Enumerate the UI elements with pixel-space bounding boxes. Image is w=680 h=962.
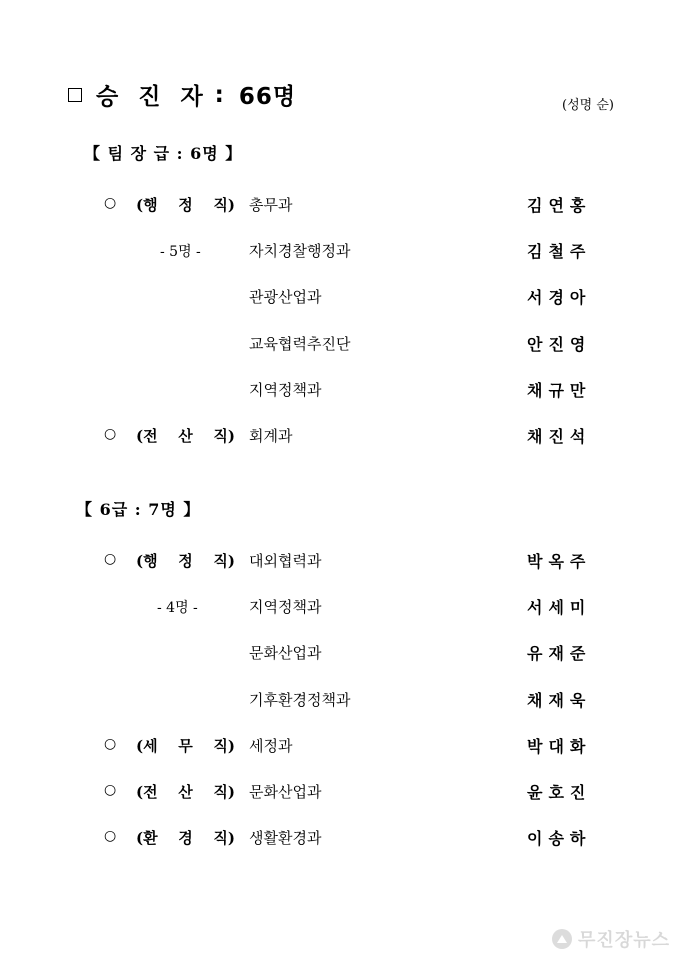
- person-name: 유재준: [527, 644, 592, 663]
- person-name: 서경아: [527, 288, 592, 307]
- job-category-part: 직): [213, 427, 235, 445]
- category-count: - 5명 -: [160, 244, 201, 260]
- person-name: 김연홍: [527, 196, 592, 215]
- watermark-logo: [552, 926, 670, 952]
- job-category: [136, 425, 235, 446]
- department: 자치경찰행정과: [249, 242, 351, 260]
- job-category-part: 정: [178, 552, 193, 570]
- job-category-part: 산: [178, 427, 193, 445]
- department: 문화산업과: [249, 644, 322, 662]
- department: 지역정책과: [249, 598, 322, 616]
- department: 생활환경과: [249, 829, 322, 847]
- person-name: 채진석: [527, 427, 592, 446]
- job-category: [136, 194, 235, 215]
- department: 관광산업과: [249, 288, 322, 306]
- job-category-part: 직): [213, 783, 235, 801]
- job-category: [136, 781, 235, 802]
- circle-bullet-icon: ○: [104, 195, 117, 211]
- watermark-text: 무진장뉴스: [578, 930, 670, 951]
- job-category: [136, 735, 235, 756]
- category-count: - 4명 -: [157, 600, 198, 616]
- person-name: 박대화: [527, 737, 592, 756]
- title-word: 승 진 자: [96, 84, 209, 110]
- department: 교육협력추진단: [249, 335, 351, 353]
- section-heading-grade-6: 【 6급 : 7명 】: [76, 500, 201, 519]
- job-category-part: (전: [136, 783, 158, 801]
- job-category-part: (환: [136, 829, 158, 847]
- department: 지역정책과: [249, 381, 322, 399]
- job-category: [136, 550, 235, 571]
- circle-bullet-icon: ○: [104, 782, 117, 798]
- department: 회계과: [249, 427, 293, 445]
- section-heading-team-leader: 【 팀 장 급 : 6명 】: [84, 144, 243, 163]
- mountain-logo-icon: [552, 929, 572, 949]
- department: 기후환경정책과: [249, 691, 351, 709]
- job-category-part: 직): [213, 552, 235, 570]
- department: 문화산업과: [249, 783, 322, 801]
- person-name: 안진영: [527, 335, 592, 354]
- circle-bullet-icon: ○: [104, 828, 117, 844]
- person-name: 박옥주: [527, 552, 592, 571]
- job-category-part: (행: [136, 552, 158, 570]
- job-category-part: 경: [178, 829, 193, 847]
- job-category: [136, 827, 235, 848]
- job-category-part: 직): [213, 737, 235, 755]
- person-name: 채재욱: [527, 691, 592, 710]
- circle-bullet-icon: ○: [104, 736, 117, 752]
- job-category-part: (세: [136, 737, 158, 755]
- title-colon: :: [214, 81, 225, 108]
- person-name: 서세미: [527, 598, 592, 617]
- job-category-part: 직): [213, 196, 235, 214]
- order-note: (성명 순): [562, 98, 614, 113]
- circle-bullet-icon: ○: [104, 551, 117, 567]
- department: 대외협력과: [249, 552, 322, 570]
- checkbox-square-icon: [68, 88, 82, 102]
- person-name: 김철주: [527, 242, 592, 261]
- job-category-part: (전: [136, 427, 158, 445]
- department: 세정과: [249, 737, 293, 755]
- page-title: [68, 78, 296, 111]
- person-name: 윤호진: [527, 783, 592, 802]
- department: 총무과: [249, 196, 293, 214]
- person-name: 채규만: [527, 381, 592, 400]
- job-category-part: (행: [136, 196, 158, 214]
- title-count: 66명: [238, 84, 297, 110]
- job-category-part: 무: [178, 737, 193, 755]
- person-name: 이송하: [527, 829, 592, 848]
- job-category-part: 직): [213, 829, 235, 847]
- circle-bullet-icon: ○: [104, 426, 117, 442]
- job-category-part: 산: [178, 783, 193, 801]
- job-category-part: 정: [178, 196, 193, 214]
